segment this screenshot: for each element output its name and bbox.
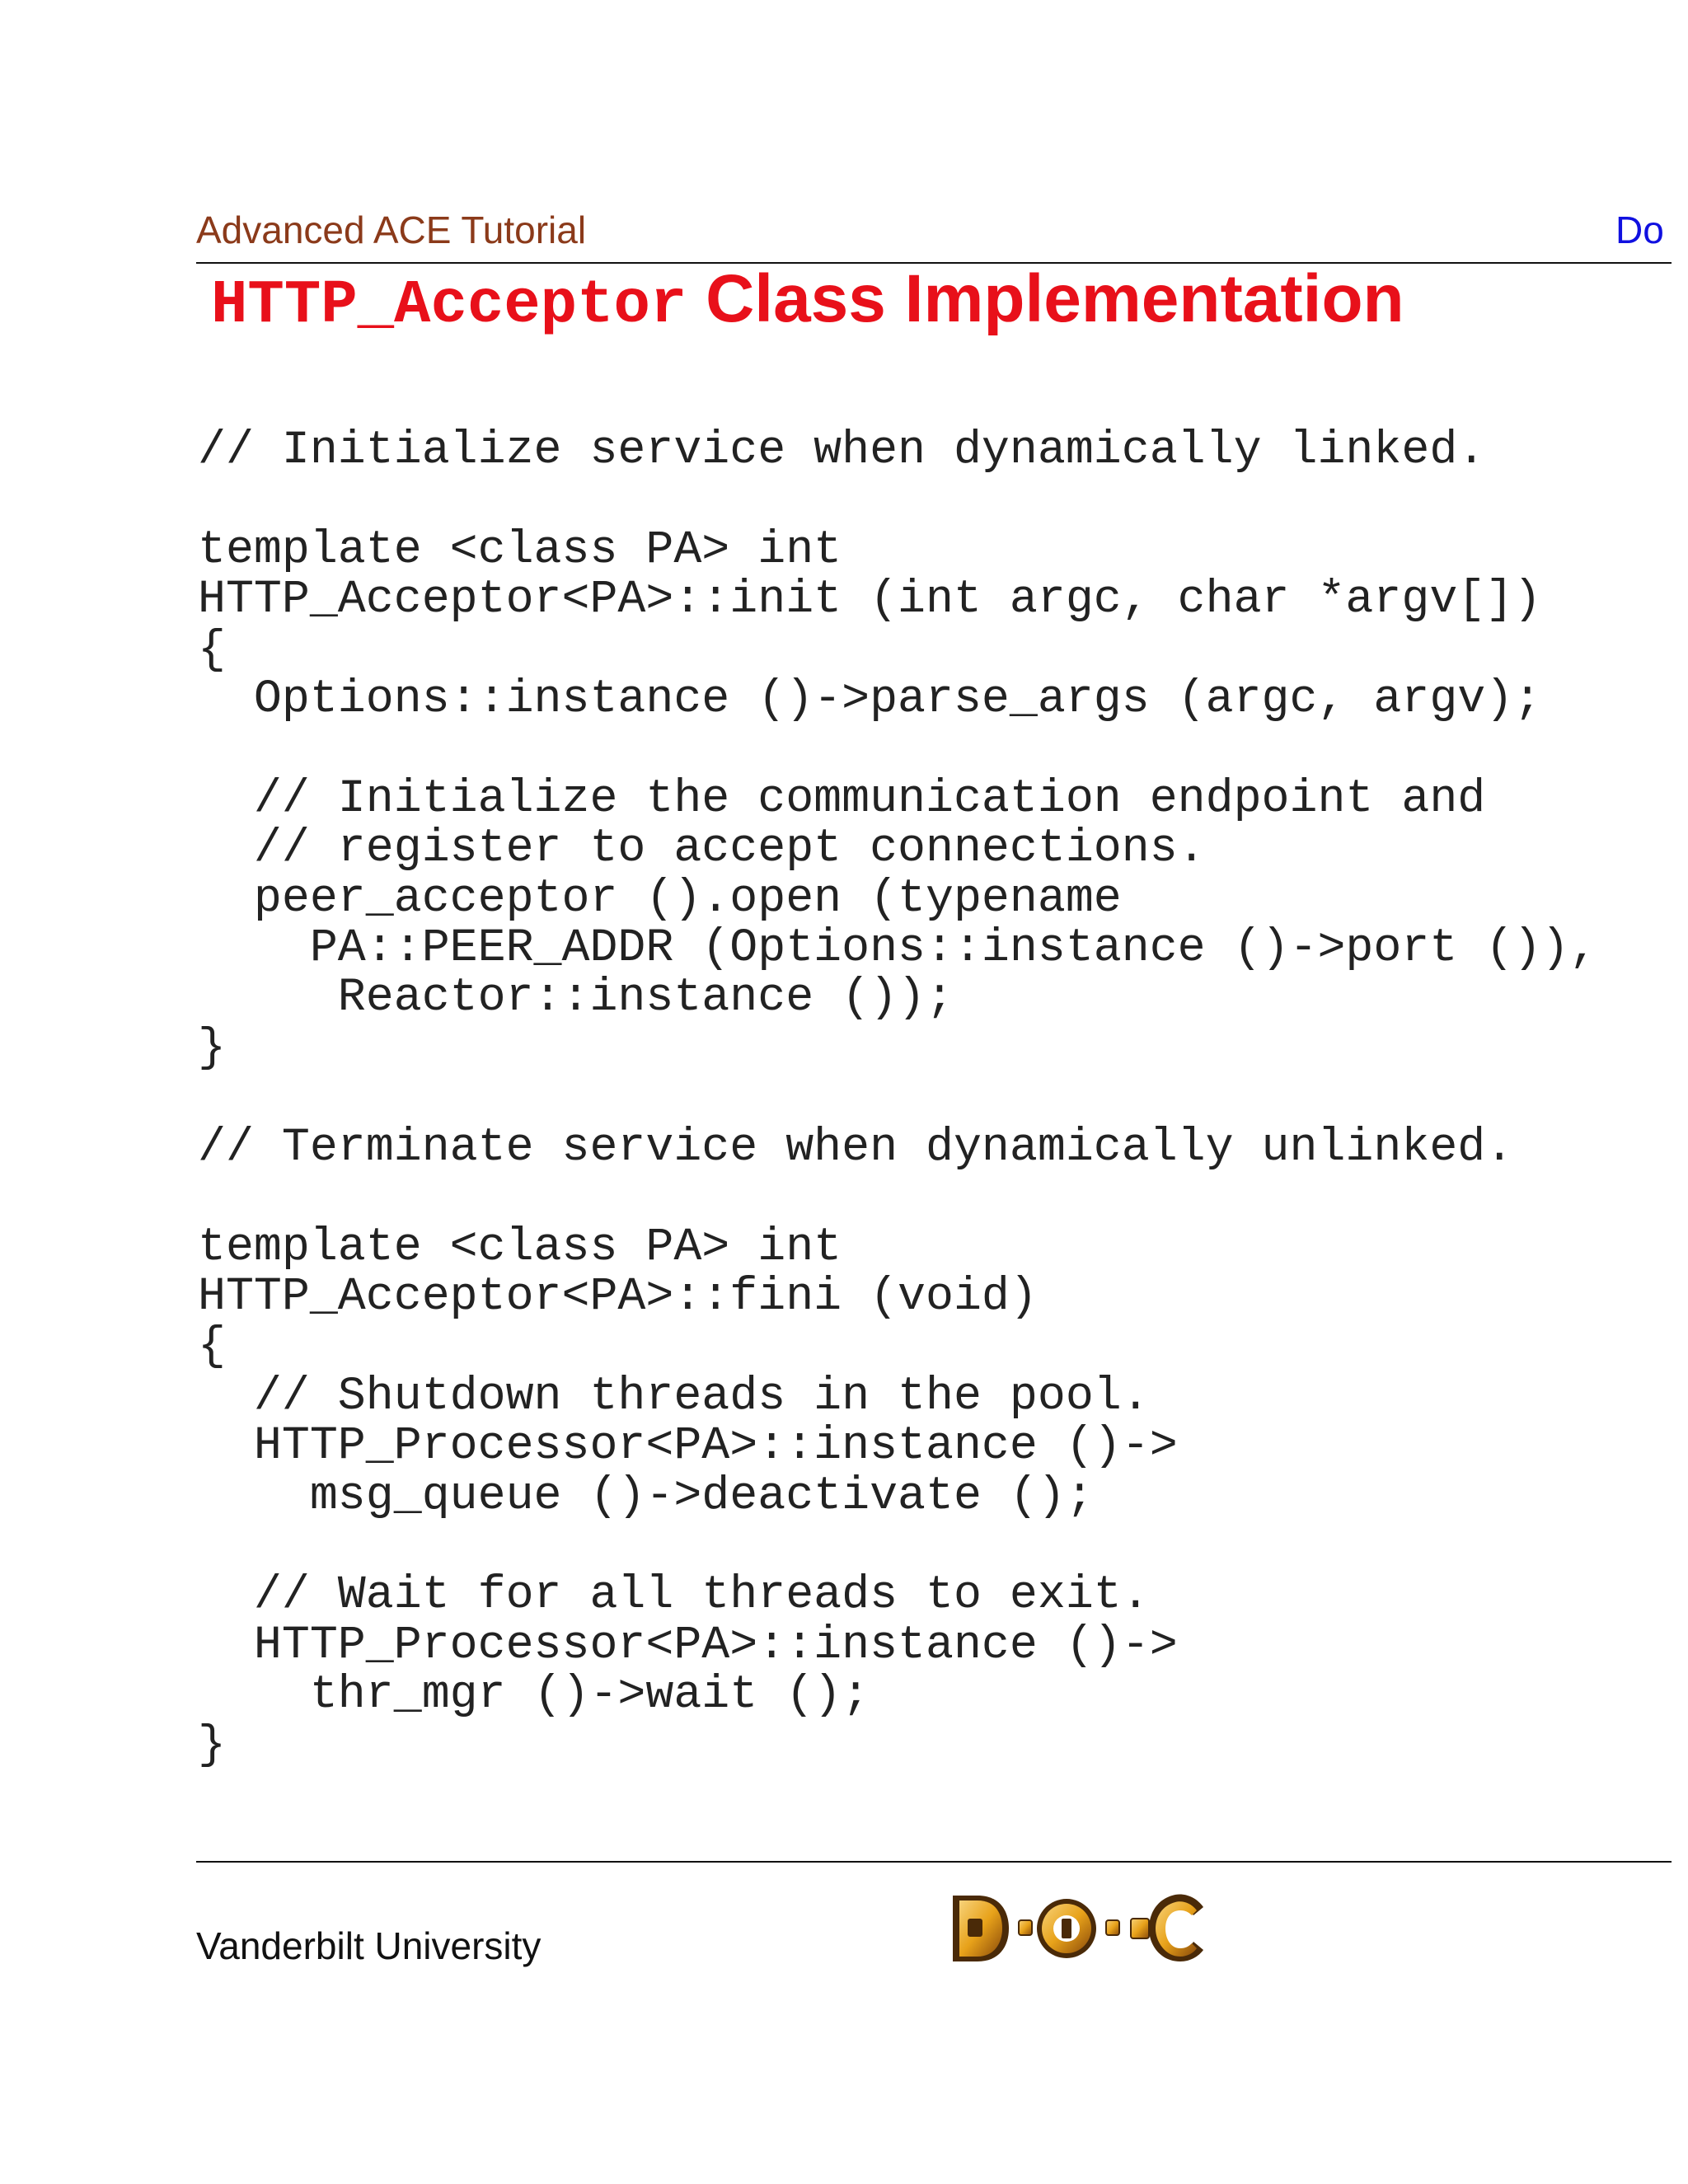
footer-institution: Vanderbilt University	[196, 1924, 542, 1967]
logo-p-icon	[1131, 1919, 1149, 1938]
logo-r-icon	[1019, 1920, 1032, 1935]
logo-u-icon	[1106, 1920, 1119, 1935]
footer-rule	[196, 1861, 1672, 1863]
running-header-title: Advanced ACE Tutorial	[196, 209, 587, 251]
slide-title-code: HTTP_Acceptor	[211, 271, 687, 340]
code-listing: // Initialize service when dynamically linked. template <class PA> int HTTP_Acceptor<PA>::init (int argc, char *argv[]) { Options::instance ()->parse_args (argc, argv); // Initialize the communication endpoint and // register to accept connections. peer_acceptor ().open (typename PA::PEER_ADDR (Options::instance ()->port ()), Reactor::instance ()); } // Terminate service when dynamically unlinked. template <class PA> int HTTP_Acceptor<PA>::fini (void) { // Shutdown threads in the pool. HTTP_Processor<PA>::instance ()-> msg_queue ()->deactivate (); // Wait for all threads to exit. HTTP_Processor<PA>::instance ()-> thr_mgr ()->wait (); }	[198, 424, 1598, 1771]
running-header-link[interactable]: Do	[1615, 209, 1664, 251]
doc-group-logo-icon	[950, 1887, 1213, 1970]
slide-title	[211, 262, 1404, 340]
slide-title-text: Class Implementation	[687, 261, 1404, 336]
